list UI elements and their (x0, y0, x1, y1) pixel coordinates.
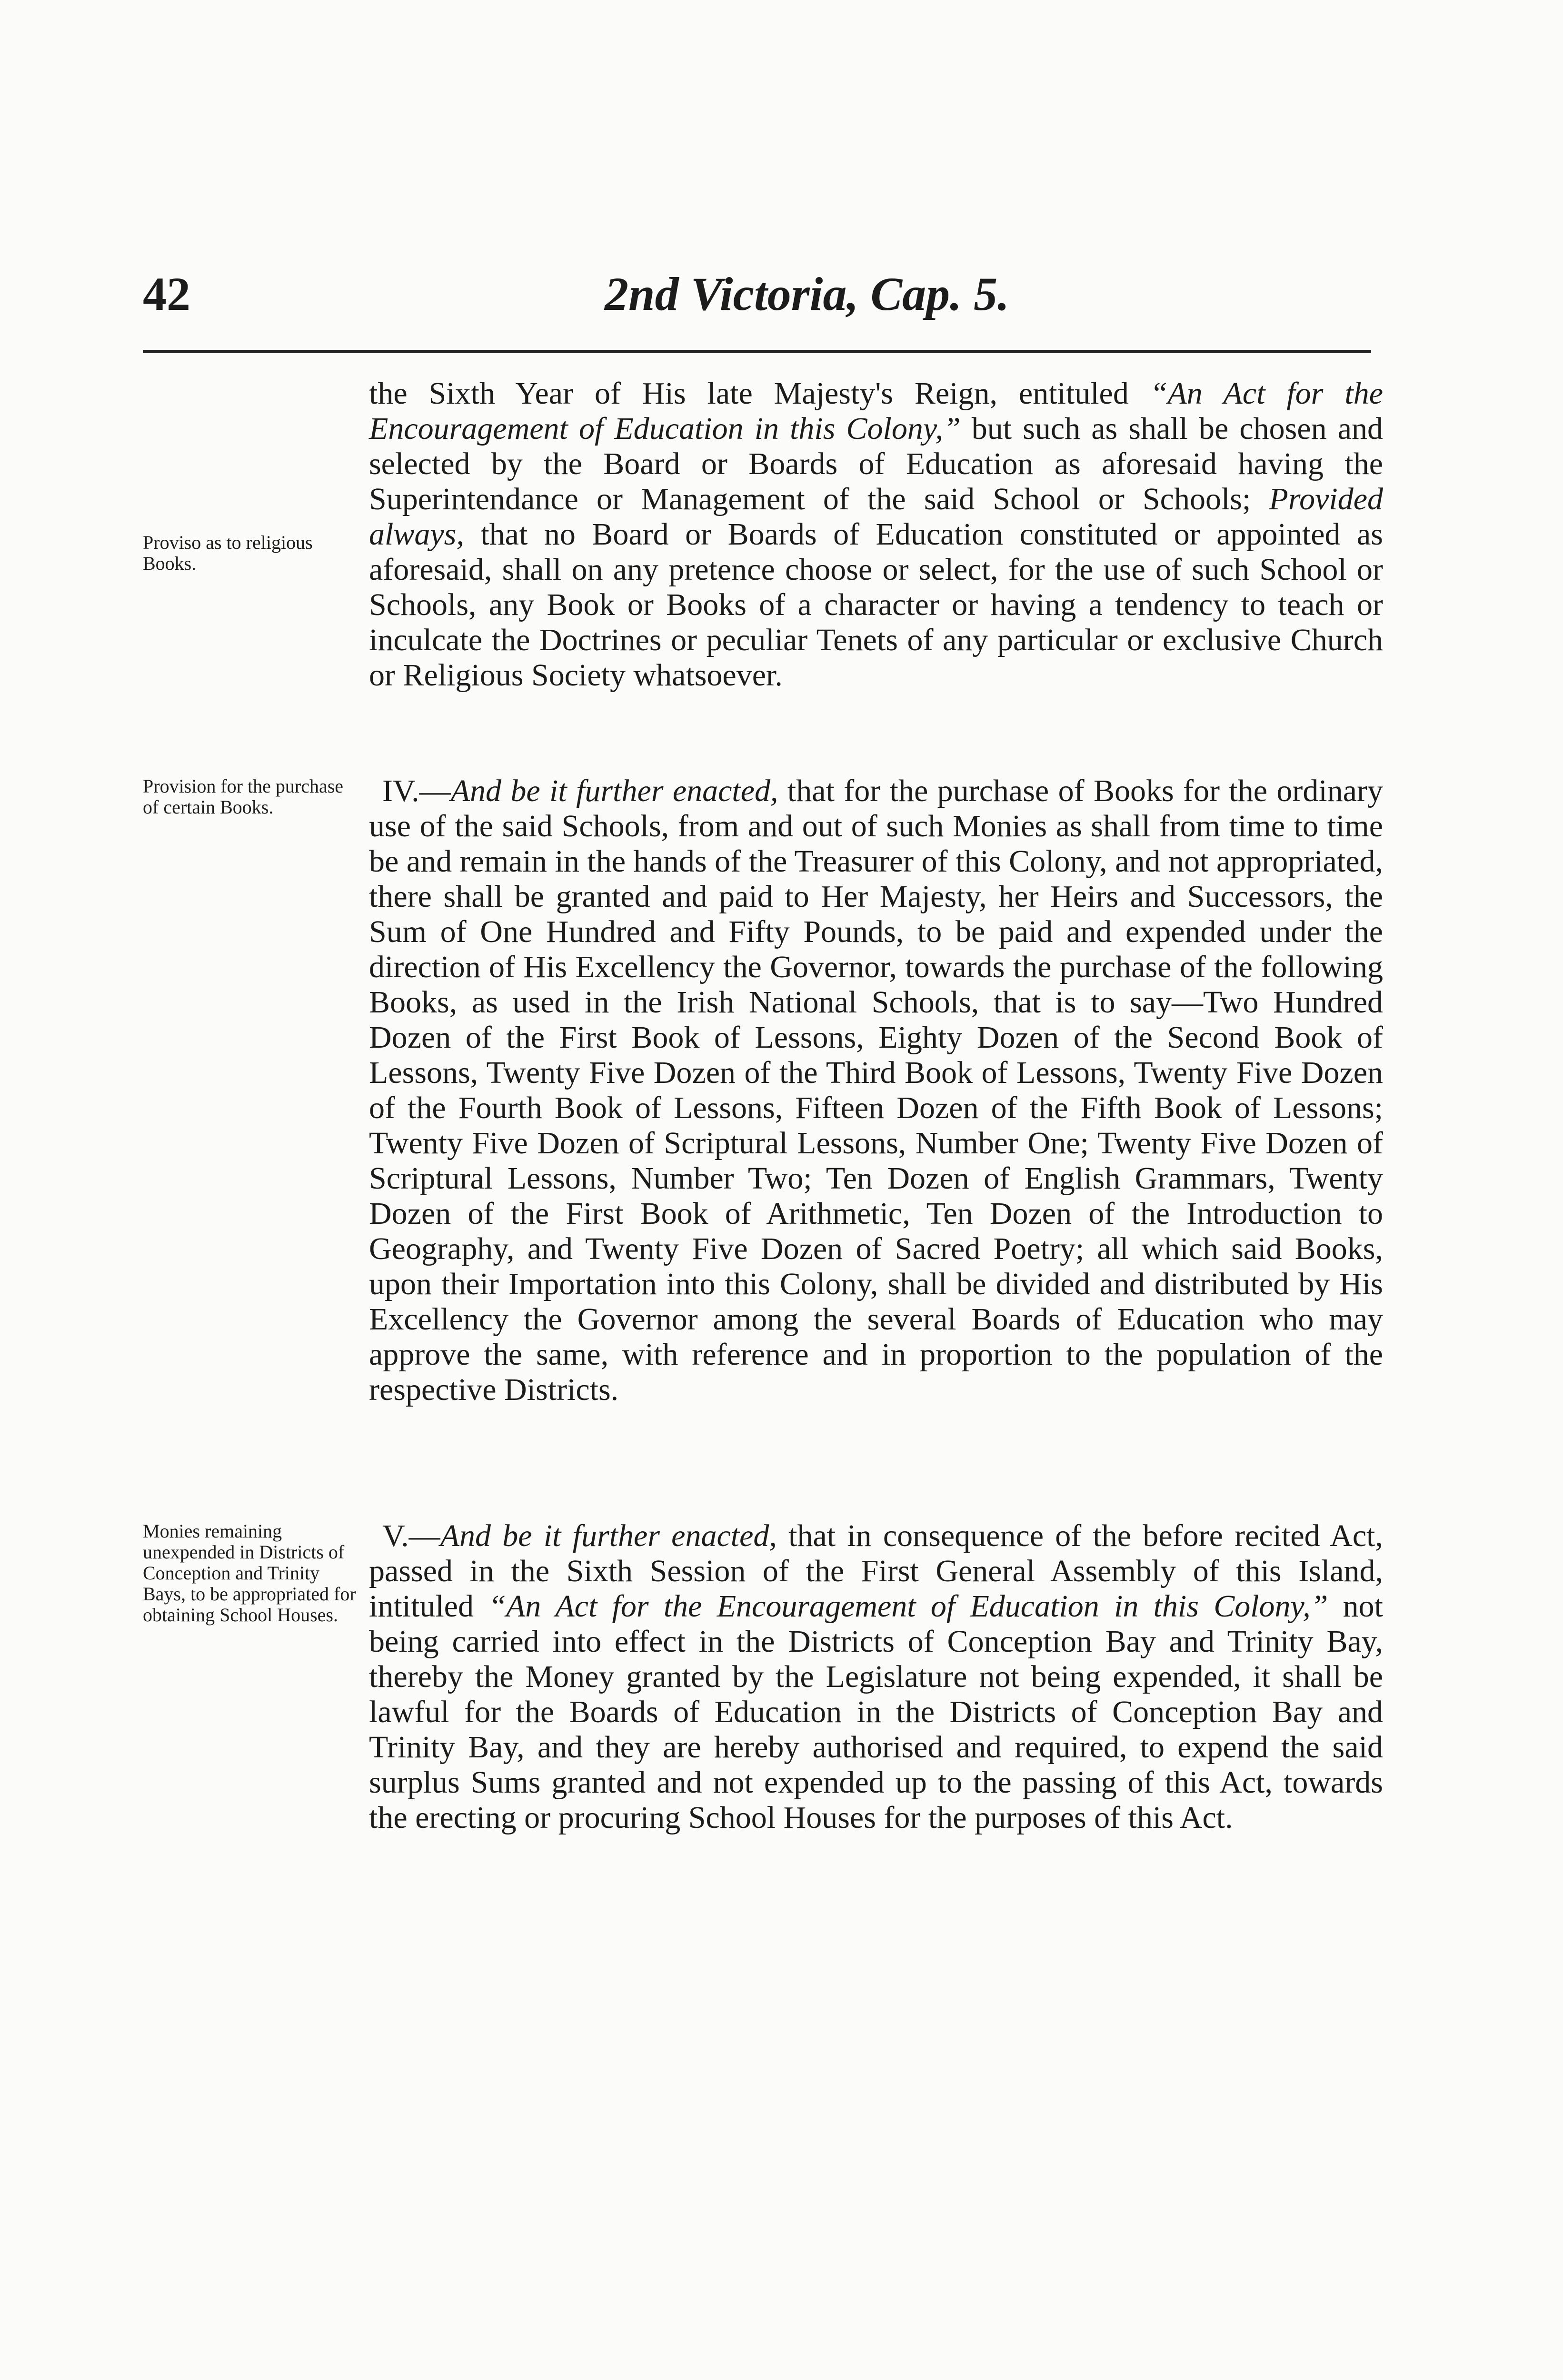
running-head: 2nd Victoria, Cap. 5. (605, 268, 1010, 320)
marginal-note-monies: Monies remaining unexpended in Districts of Conception and Trinity Bays, to be appropriated for obtaining School Houses. (143, 1520, 356, 1626)
continuation-paragraph (369, 376, 1383, 693)
header-rule (143, 350, 1371, 353)
page-number: 42 (143, 268, 190, 320)
continuation-text-a: the Sixth Year of His late Majesty's Reign, entituled (369, 376, 1150, 411)
clause-v-act-title: “An Act for the Encouragement of Education in this Colony,” (488, 1589, 1328, 1624)
clause-v-number: V.— (382, 1518, 440, 1553)
clause-iv-text: that for the purchase of Books for the ordinary use of the said Schools, from and out of such Monies as shall from time to time be and remain in the hands of the Treasurer of this Colony, and not appropriated, there shall be granted and paid to Her Majesty, her Heirs and Successors, the Sum of One Hundred and Fifty Pounds, to be paid and expended under the direction of His Excellency the Governor, towards the purchase of the following Books, as used in the Irish National Schools, that is to say—Two Hundred Dozen of the First Book of Lessons, Eighty Dozen of the Second Book of Lessons, Twenty Five Dozen of the Third Book of Lessons, Twenty Five Dozen of the Fourth Book of Lessons, Fifteen Dozen of the Fifth Book of Lessons; Twenty Five Dozen of Scriptural Lessons, Number One; Twenty Five Dozen of Scriptural Lessons, Number Two; Ten Dozen of English Grammars, Twenty Dozen of the First Book of Arithmetic, Ten Dozen of the Introduction to Geography, and Twenty Five Dozen of Sacred Poetry; all which said Books, upon their Importation into this Colony, shall be divided and distributed by His Excellency the Governor among the several Boards of Education who may approve the same, with reference and in proportion to the population of the respective Districts. (369, 774, 1384, 1407)
clause-v-text-a: that in consequence of the before recited Act, passed in the Sixth Session of the First General Assembly of this Island, intituled (369, 1518, 1383, 1624)
marginal-note-proviso: Proviso as to religious Books. (143, 532, 313, 574)
clause-v-text-b: not being carried into effect in the Districts of Conception Bay and Trinity Bay, thereby the Money granted by the Legislature not being expended, it shall be lawful for the Boards of Education in the Districts of Conception Bay and Trinity Bay, and they are hereby authorised and required, to expend the said surplus Sums granted and not expended up to the passing of this Act, towards the erecting or procuring School Houses for the purposes of this Act. (369, 1589, 1384, 1835)
provided-always: Provided always, (369, 482, 1383, 552)
clause-iv-enacting: And be it further enacted, (450, 774, 778, 808)
continuation-text-c: that no Board or Boards of Education constituted or appointed as aforesaid, shall on any pretence choose or select, for the use of such School or Schools, any Book or Books of a character or having a tendency to teach or inculcate the Doctrines or peculiar Tenets of any particular or exclusive Church or Religious Society whatsoever. (369, 517, 1383, 693)
continuation-text-b: but such as shall be chosen and selected by the Board or Boards of Education as aforesaid having the Superintendance or Management of the said School or Schools; (369, 411, 1383, 516)
clause-iv-number: IV.— (382, 774, 451, 808)
clause-v-enacting: And be it further enacted, (440, 1518, 777, 1553)
act-title-citation: “An Act for the Encouragement of Education in this Colony,” (369, 376, 1383, 446)
marginal-note-provision: Provision for the purchase of certain Books. (143, 775, 344, 818)
clause-v (369, 1518, 1383, 1835)
clause-iv (369, 774, 1383, 1408)
